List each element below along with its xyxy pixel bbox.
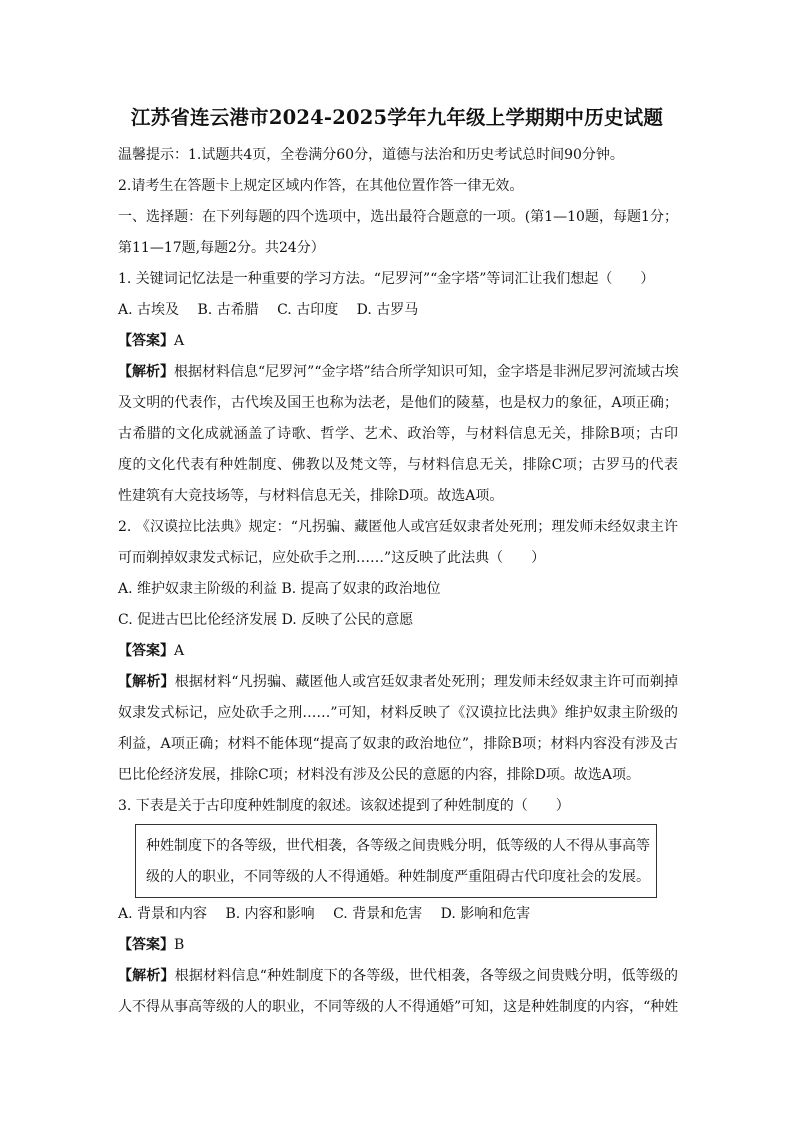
q2-analysis-line-2: 奴隶发式标记，应处砍手之刑……”可知，材料反映了《汉谟拉比法典》维护奴隶主阶级的 (118, 705, 678, 721)
section-heading-line-1: 一、选择题：在下列每题的四个选项中，选出最符合题意的一项。(第1—10题，每题1分； (118, 209, 678, 225)
q1-analysis-line-4: 度的文化代表有种姓制度、佛教以及梵文等，与材料信息无关，排除C项；古罗马的代表 (118, 457, 678, 473)
q2-answer (118, 641, 678, 661)
q3-material-line-2: 级的人的职业，不同等级的人不得通婚。种姓制度严重阻碍古代印度社会的发展。 (146, 869, 650, 885)
q3-answer (118, 935, 678, 955)
q1-analysis-line-2: 及文明的代表作，古代埃及国王也称为法老，是他们的陵墓，也是权力的象征，A项正确； (118, 395, 678, 411)
q1-analysis-line-3: 古希腊的文化成就涵盖了诗歌、哲学、艺术、政治等，与材料信息无关，排除B项；古印 (118, 426, 678, 442)
answer-value: A (174, 643, 185, 659)
answer-label: 【答案】 (118, 937, 174, 953)
tip-line-2: 2.请考生在答题卡上规定区域内作答，在其他位置作答一律无效。 (118, 178, 524, 194)
analysis-label: 【解析】 (118, 968, 175, 984)
q2-options-line-1: A. 维护奴隶主阶级的利益 B. 提高了奴隶的政治地位 (118, 581, 441, 597)
q3-material-line-1: 种姓制度下的各等级，世代相袭，各等级之间贵贱分明，低等级的人不得从事高等 (146, 838, 650, 854)
answer-label: 【答案】 (118, 333, 174, 349)
q3-options: A. 背景和内容 B. 内容和影响 C. 背景和危害 D. 影响和危害 (118, 906, 531, 922)
q2-analysis-line-4: 巴比伦经济发展，排除C项；材料没有涉及公民的意愿的内容，排除D项。故选A项。 (118, 767, 641, 783)
answer-value: A (174, 333, 185, 349)
q2-stem-line-1: 2. 《汉谟拉比法典》规定：“凡拐骗、藏匿他人或宫廷奴隶者处死刑；理发师未经奴隶主许 (118, 519, 678, 535)
q1-analysis-line-1: 【解析】根据材料信息“尼罗河”“金字塔”结合所学知识可知，金字塔是非洲尼罗河流域古埃 (118, 364, 679, 380)
q3-analysis-line-2: 人不得从事高等级的人的职业，不同等级的人不得通婚”可知，这是种姓制度的内容，“种姓 (118, 999, 679, 1015)
analysis-label: 【解析】 (118, 674, 175, 690)
q2-analysis-line-3: 利益，A项正确；材料不能体现“提高了奴隶的政治地位”，排除B项；材料内容没有涉及古 (118, 736, 678, 752)
answer-label: 【答案】 (118, 643, 174, 659)
answer-value: B (174, 937, 185, 953)
q1-answer (118, 331, 678, 351)
q2-stem-line-2: 可而剃掉奴隶发式标记，应处砍手之刑……”这反映了此法典（ ） (118, 550, 546, 566)
q3-material-box (135, 824, 657, 898)
analysis-label: 【解析】 (118, 364, 174, 380)
q2-analysis-line-1: 【解析】根据材料“凡拐骗、藏匿他人或宫廷奴隶者处死刑；理发师未经奴隶主许可而剃掉 (118, 674, 679, 690)
section-heading-line-2: 第11—17题,每题2分。共24分） (118, 240, 325, 256)
tip-line-1: 温馨提示：1.试题共4页，全卷满分60分，道德与法治和历史考试总时间90分钟。 (118, 147, 624, 163)
q1-stem: 1. 关键词记忆法是一种重要的学习方法。“尼罗河”“金字塔”等词汇让我们想起（ ） (118, 271, 655, 287)
q3-stem: 3. 下表是关于古印度种姓制度的叙述。该叙述提到了种姓制度的（ ） (118, 798, 570, 814)
q3-analysis-line-1: 【解析】根据材料信息“种姓制度下的各等级，世代相袭，各等级之间贵贱分明，低等级的 (118, 968, 679, 984)
q2-options-line-2: C. 促进古巴比伦经济发展 D. 反映了公民的意愿 (118, 612, 414, 628)
q1-analysis-line-5: 性建筑有大竞技场等，与材料信息无关，排除D项。故选A项。 (118, 488, 504, 504)
q1-options: A. 古埃及 B. 古希腊 C. 古印度 D. 古罗马 (118, 302, 419, 318)
exam-title: 江苏省连云港市2024-2025学年九年级上学期期中历史试题 (130, 106, 664, 129)
